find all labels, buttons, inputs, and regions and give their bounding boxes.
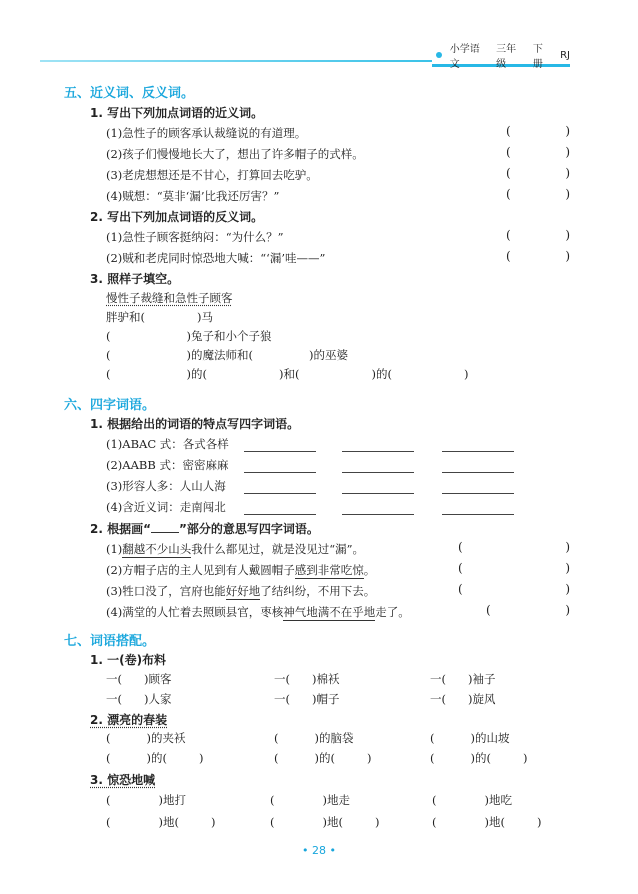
s5-q3-title: 3. 照样子填空。	[90, 272, 180, 286]
section-7-title: 七、词语搭配。	[64, 634, 156, 649]
answer-blank[interactable]	[442, 451, 514, 452]
answer-blank[interactable]	[244, 451, 316, 452]
s7-q2-cell[interactable]: ( )的夹袄	[106, 731, 186, 745]
answer-blank[interactable]	[244, 472, 316, 473]
answer-paren[interactable]: ( )	[506, 187, 570, 201]
s7-q1-cell[interactable]: 一( )顾客	[106, 672, 172, 686]
answer-paren[interactable]: ( )	[506, 124, 570, 138]
header-rule	[40, 60, 432, 62]
header-info	[432, 44, 570, 70]
s7-q2-cell[interactable]: ( )的( )	[430, 751, 528, 765]
header-grade: 三年级	[496, 44, 517, 70]
s5-q3-example: 慢性子裁缝和急性子顾客	[106, 291, 233, 305]
s5-q1-item-1: (1)急性子的顾客承认裁缝说的有道理。	[106, 126, 307, 140]
s6-q1-item-3: (3)形容人多：人山人海	[106, 479, 226, 493]
s7-q2-title: 2. 漂亮的春装	[90, 713, 168, 727]
s5-q2-title: 2. 写出下列加点词语的反义词。	[90, 210, 264, 224]
s7-q1-cell[interactable]: 一( )旋风	[430, 692, 496, 706]
answer-paren[interactable]: ( )	[458, 582, 570, 596]
answer-paren[interactable]: ( )	[506, 249, 570, 263]
s5-q1-title: 1. 写出下列加点词语的近义词。	[90, 106, 264, 120]
s7-q2-cell[interactable]: ( )的山坡	[430, 731, 510, 745]
s6-q2-item-2: (2)方帽子店的主人见到有人戴圆帽子感到非常吃惊。	[106, 563, 376, 577]
answer-blank[interactable]	[442, 493, 514, 494]
s6-q2-item-4: (4)满堂的人忙着去照顾县官，枣核神气地满不在乎地走了。	[106, 605, 410, 619]
answer-paren[interactable]: ( )	[506, 166, 570, 180]
s7-q3-title: 3. 惊恐地喊	[90, 773, 156, 787]
answer-blank[interactable]	[342, 514, 414, 515]
s6-q1-item-2: (2)AABB 式：密密麻麻	[106, 458, 229, 472]
s7-q3-cell[interactable]: ( )地( )	[270, 815, 380, 829]
s5-q1-item-3: (3)老虎想想还是不甘心，打算回去吃驴。	[106, 168, 318, 182]
header-subject: 小学语文	[449, 44, 480, 70]
header-edition: RJ	[560, 49, 570, 61]
s7-q3-cell[interactable]: ( )地( )	[106, 815, 216, 829]
s7-q1-title: 1. 一(卷)布料	[90, 653, 167, 667]
bullet-dot-icon	[436, 52, 442, 58]
s7-q1-cell[interactable]: 一( )袖子	[430, 672, 496, 686]
s7-q2-cell[interactable]: ( )的脑袋	[274, 731, 354, 745]
answer-blank[interactable]	[342, 493, 414, 494]
answer-blank[interactable]	[244, 514, 316, 515]
s7-q2-cell[interactable]: ( )的( )	[274, 751, 372, 765]
s6-q1-title: 1. 根据给出的词语的特点写四字词语。	[90, 417, 300, 431]
answer-blank[interactable]	[442, 472, 514, 473]
s5-q2-item-2: (2)贼和老虎同时惊恐地大喊：“‘漏’哇——”	[106, 251, 326, 265]
s7-q3-cell[interactable]: ( )地吃	[432, 793, 512, 807]
answer-paren[interactable]: ( )	[506, 145, 570, 159]
s7-q1-cell[interactable]: 一( )帽子	[274, 692, 340, 706]
answer-blank[interactable]	[342, 472, 414, 473]
s6-q1-item-1: (1)ABAC 式：各式各样	[106, 437, 229, 451]
s7-q3-cell[interactable]: ( )地走	[270, 793, 350, 807]
answer-paren[interactable]: ( )	[486, 603, 570, 617]
header-term: 下册	[532, 44, 543, 70]
s7-q3-cell[interactable]: ( )地( )	[432, 815, 542, 829]
s5-q3-line-1: 胖驴和( )马	[106, 310, 213, 324]
answer-blank[interactable]	[442, 514, 514, 515]
answer-paren[interactable]: ( )	[458, 540, 570, 554]
section-6-title: 六、四字词语。	[64, 398, 156, 413]
s7-q1-cell[interactable]: 一( )人家	[106, 692, 172, 706]
s5-q3-line-3: ( )的魔法师和( )的巫婆	[106, 348, 348, 362]
answer-paren[interactable]: ( )	[458, 561, 570, 575]
s7-q1-cell[interactable]: 一( )棉袄	[274, 672, 340, 686]
section-5-title: 五、近义词、反义词。	[64, 86, 195, 101]
s6-q2-item-3: (3)牲口没了，宫府也能好好地了结纠纷，不用下去。	[106, 584, 376, 598]
s7-q2-cell[interactable]: ( )的( )	[106, 751, 204, 765]
s5-q3-line-4: ( )的( )和( )的( )	[106, 367, 469, 381]
answer-blank[interactable]	[342, 451, 414, 452]
answer-blank[interactable]	[244, 493, 316, 494]
s5-q2-item-1: (1)急性子顾客挺纳闷：“为什么？”	[106, 230, 284, 244]
s6-q2-title: 2. 根据画“ ”部分的意思写四字词语。	[90, 522, 319, 536]
answer-paren[interactable]: ( )	[506, 228, 570, 242]
s6-q2-item-1: (1)翻越不少山头我什么都见过，就是没见过“漏”。	[106, 542, 365, 556]
s7-q3-cell[interactable]: ( )地打	[106, 793, 186, 807]
s5-q1-item-2: (2)孩子们慢慢地长大了，想出了许多帽子的式样。	[106, 147, 364, 161]
page-number: • 28 •	[302, 844, 336, 857]
s5-q3-line-2: ( )兔子和小个子狼	[106, 329, 272, 343]
s5-q1-item-4: (4)贼想：“莫非‘漏’比我还厉害？”	[106, 189, 280, 203]
s6-q1-item-4: (4)含近义词：走南闯北	[106, 500, 226, 514]
